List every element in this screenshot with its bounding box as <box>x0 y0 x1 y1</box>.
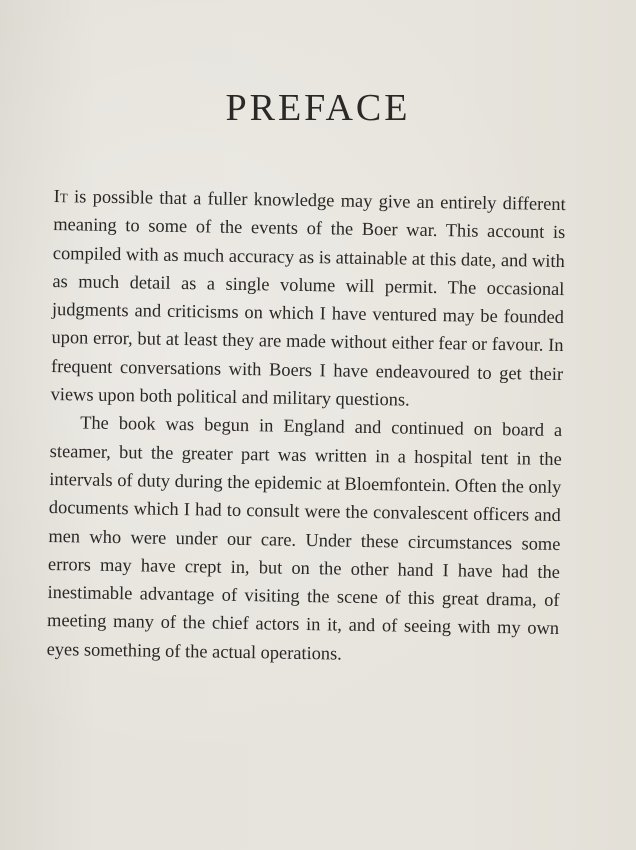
paragraph-1 <box>50 182 565 416</box>
page-title: PREFACE <box>225 87 411 129</box>
preface-body <box>46 182 565 671</box>
paragraph-1-text: is possible that a fuller knowledge may give an entirely different meaning to some of the events of the Boer war. This account is compiled with as much accuracy as is attainable at this date, and with as much detail as a single volume will permit. The occasional judgments and criticisms on which I have ventured may be founded upon error, but at least they are made without either fear or favour. In frequent conversations with Boers I have endeavoured to get their views upon both political and military questions. <box>50 186 566 410</box>
paragraph-1-lead: It <box>53 185 69 207</box>
paragraph-2 <box>46 408 562 671</box>
paragraph-2-text: The book was begun in England and continued on board a steamer, but the greater part was written in a hospital tent in the intervals of duty during the epidemic at Bloemfontein. Often the only documents which I had to consult were the convalescent officers and men who were under our care. Under these circumstances some errors may have crept in, but on the other hand I have had the inestimable advantage of visiting the scene of this great drama, of meeting many of the chief actors in it, and of seeing with my own eyes something of the actual operations. <box>46 412 563 664</box>
